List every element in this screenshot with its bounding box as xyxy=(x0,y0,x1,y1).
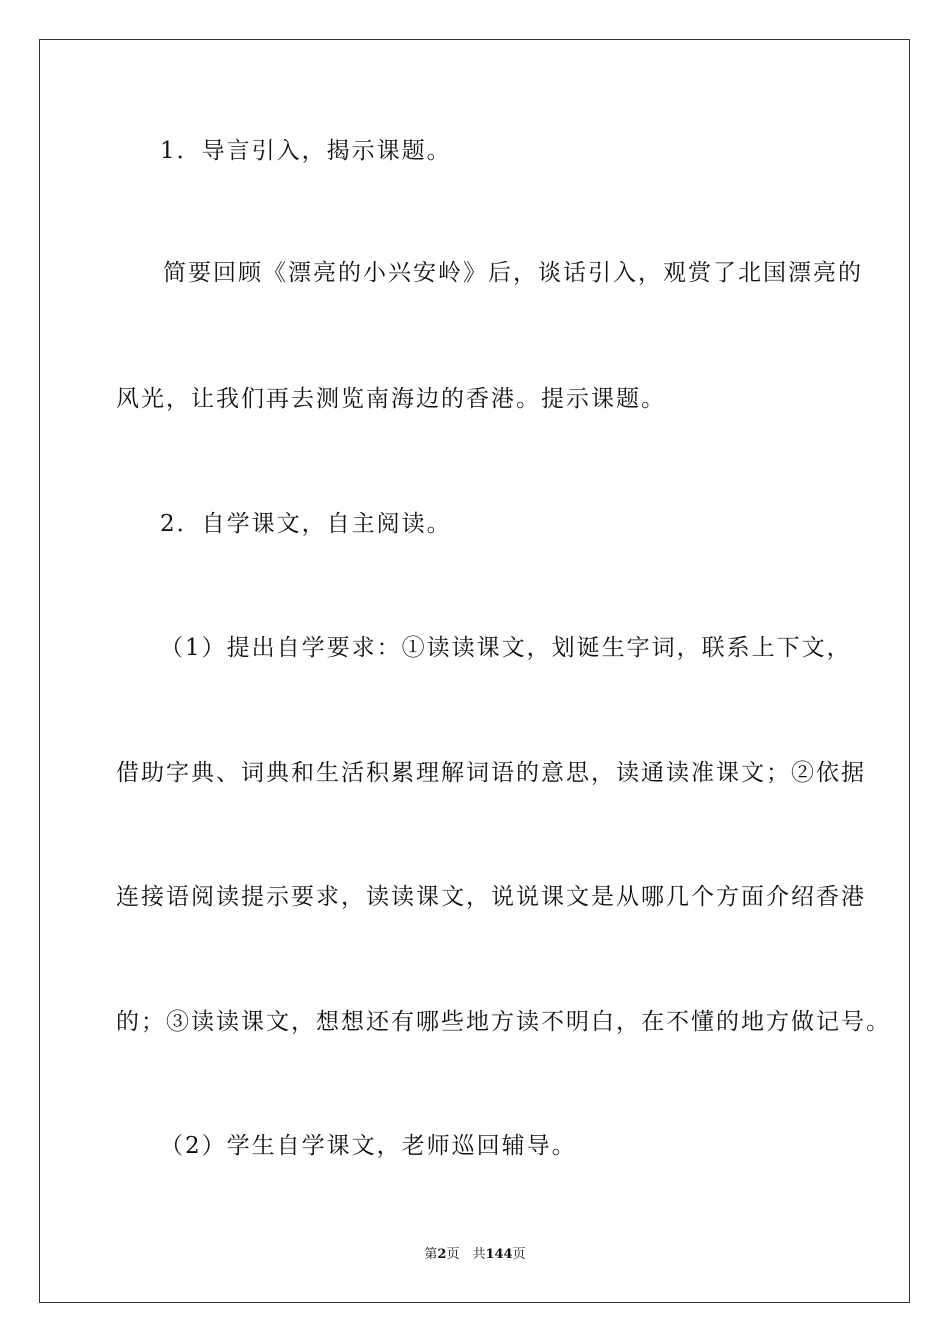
total-pages-number: 144 xyxy=(485,1247,513,1262)
paragraph-line: 2．自学课文，自主阅读。 xyxy=(160,511,452,537)
paragraph-line: 1．导言引入，揭示课题。 xyxy=(160,138,452,164)
footer-suffix: 页 xyxy=(512,1247,526,1262)
footer-mid: 页 共 xyxy=(446,1247,486,1262)
paragraph-line: 简要回顾《漂亮的小兴安岭》后，谈话引入，观赏了北国漂亮的 xyxy=(163,260,863,286)
current-page-number: 2 xyxy=(437,1247,447,1262)
paragraph-line: 的；③读读课文，想想还有哪些地方读不明白，在不懂的地方做记号。 xyxy=(116,1009,891,1035)
page-footer xyxy=(0,1246,950,1264)
page-border xyxy=(39,39,910,1303)
paragraph-line: （1）提出自学要求：①读读课文，划诞生字词，联系上下文， xyxy=(160,635,852,661)
footer-prefix: 第 xyxy=(424,1247,438,1262)
paragraph-line: 连接语阅读提示要求，读读课文，说说课文是从哪几个方面介绍香港 xyxy=(116,884,866,910)
paragraph-line: （2）学生自学课文，老师巡回辅导。 xyxy=(160,1133,577,1159)
paragraph-line: 风光，让我们再去测览南海边的香港。提示课题。 xyxy=(116,386,666,412)
paragraph-line: 借助字典、词典和生活积累理解词语的意思，读通读准课文；②依据 xyxy=(116,760,866,786)
